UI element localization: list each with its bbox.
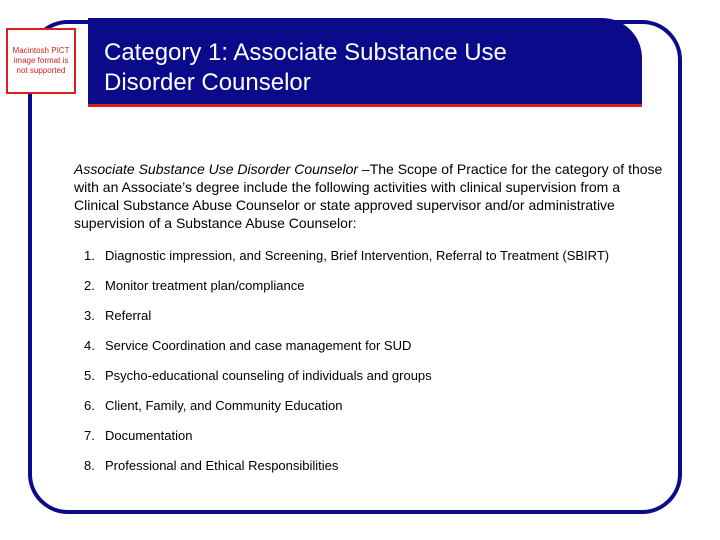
list-item-text: Diagnostic impression, and Screening, Brief Intervention, Referral to Treatment (SBIRT) <box>105 248 610 263</box>
list-item-text: Documentation <box>105 428 193 443</box>
title-line-1: Category 1: Associate Substance Use <box>104 39 507 66</box>
intro-paragraph <box>74 160 664 232</box>
list-item <box>84 246 664 276</box>
list-item-number: 1. <box>84 248 95 263</box>
list-item <box>84 396 664 426</box>
list-item <box>84 306 664 336</box>
title-underline <box>88 104 642 107</box>
list-item <box>84 276 664 306</box>
list-item-text: Referral <box>105 308 152 323</box>
list-item <box>84 366 664 396</box>
list-item-number: 5. <box>84 368 95 383</box>
list-item-text: Monitor treatment plan/compliance <box>105 278 305 293</box>
list-item-number: 7. <box>84 428 95 443</box>
list-item-text: Professional and Ethical Responsibilities <box>105 458 339 473</box>
placeholder-text: Macintosh PICT image format is not supported <box>12 46 70 75</box>
list-item-number: 3. <box>84 308 95 323</box>
intro-lead-italic: Associate Substance Use Disorder Counselor <box>74 161 359 177</box>
list-item-text: Psycho-educational counseling of individuals and groups <box>105 368 432 383</box>
list-item-number: 6. <box>84 398 95 413</box>
list-item-text: Client, Family, and Community Education <box>105 398 343 413</box>
intro-rest: –The Scope of Practice for the category of those with an Associate’s degree include the following activities with clinical supervision from a Clinical Substance Abuse Counselor or state approved supervisor and/or administrative supervision of a Substance Abuse Counselor: <box>74 161 663 231</box>
list-item-text: Service Coordination and case management for SUD <box>105 338 412 353</box>
list-item-number: 4. <box>84 338 95 353</box>
list-item <box>84 456 664 486</box>
missing-image-placeholder <box>6 28 76 94</box>
activities-list <box>84 246 664 486</box>
list-item <box>84 336 664 366</box>
list-item-number: 2. <box>84 278 95 293</box>
list-item <box>84 426 664 456</box>
title-line-2: Disorder Counselor <box>104 69 311 96</box>
list-item-number: 8. <box>84 458 95 473</box>
slide-title <box>104 38 624 98</box>
